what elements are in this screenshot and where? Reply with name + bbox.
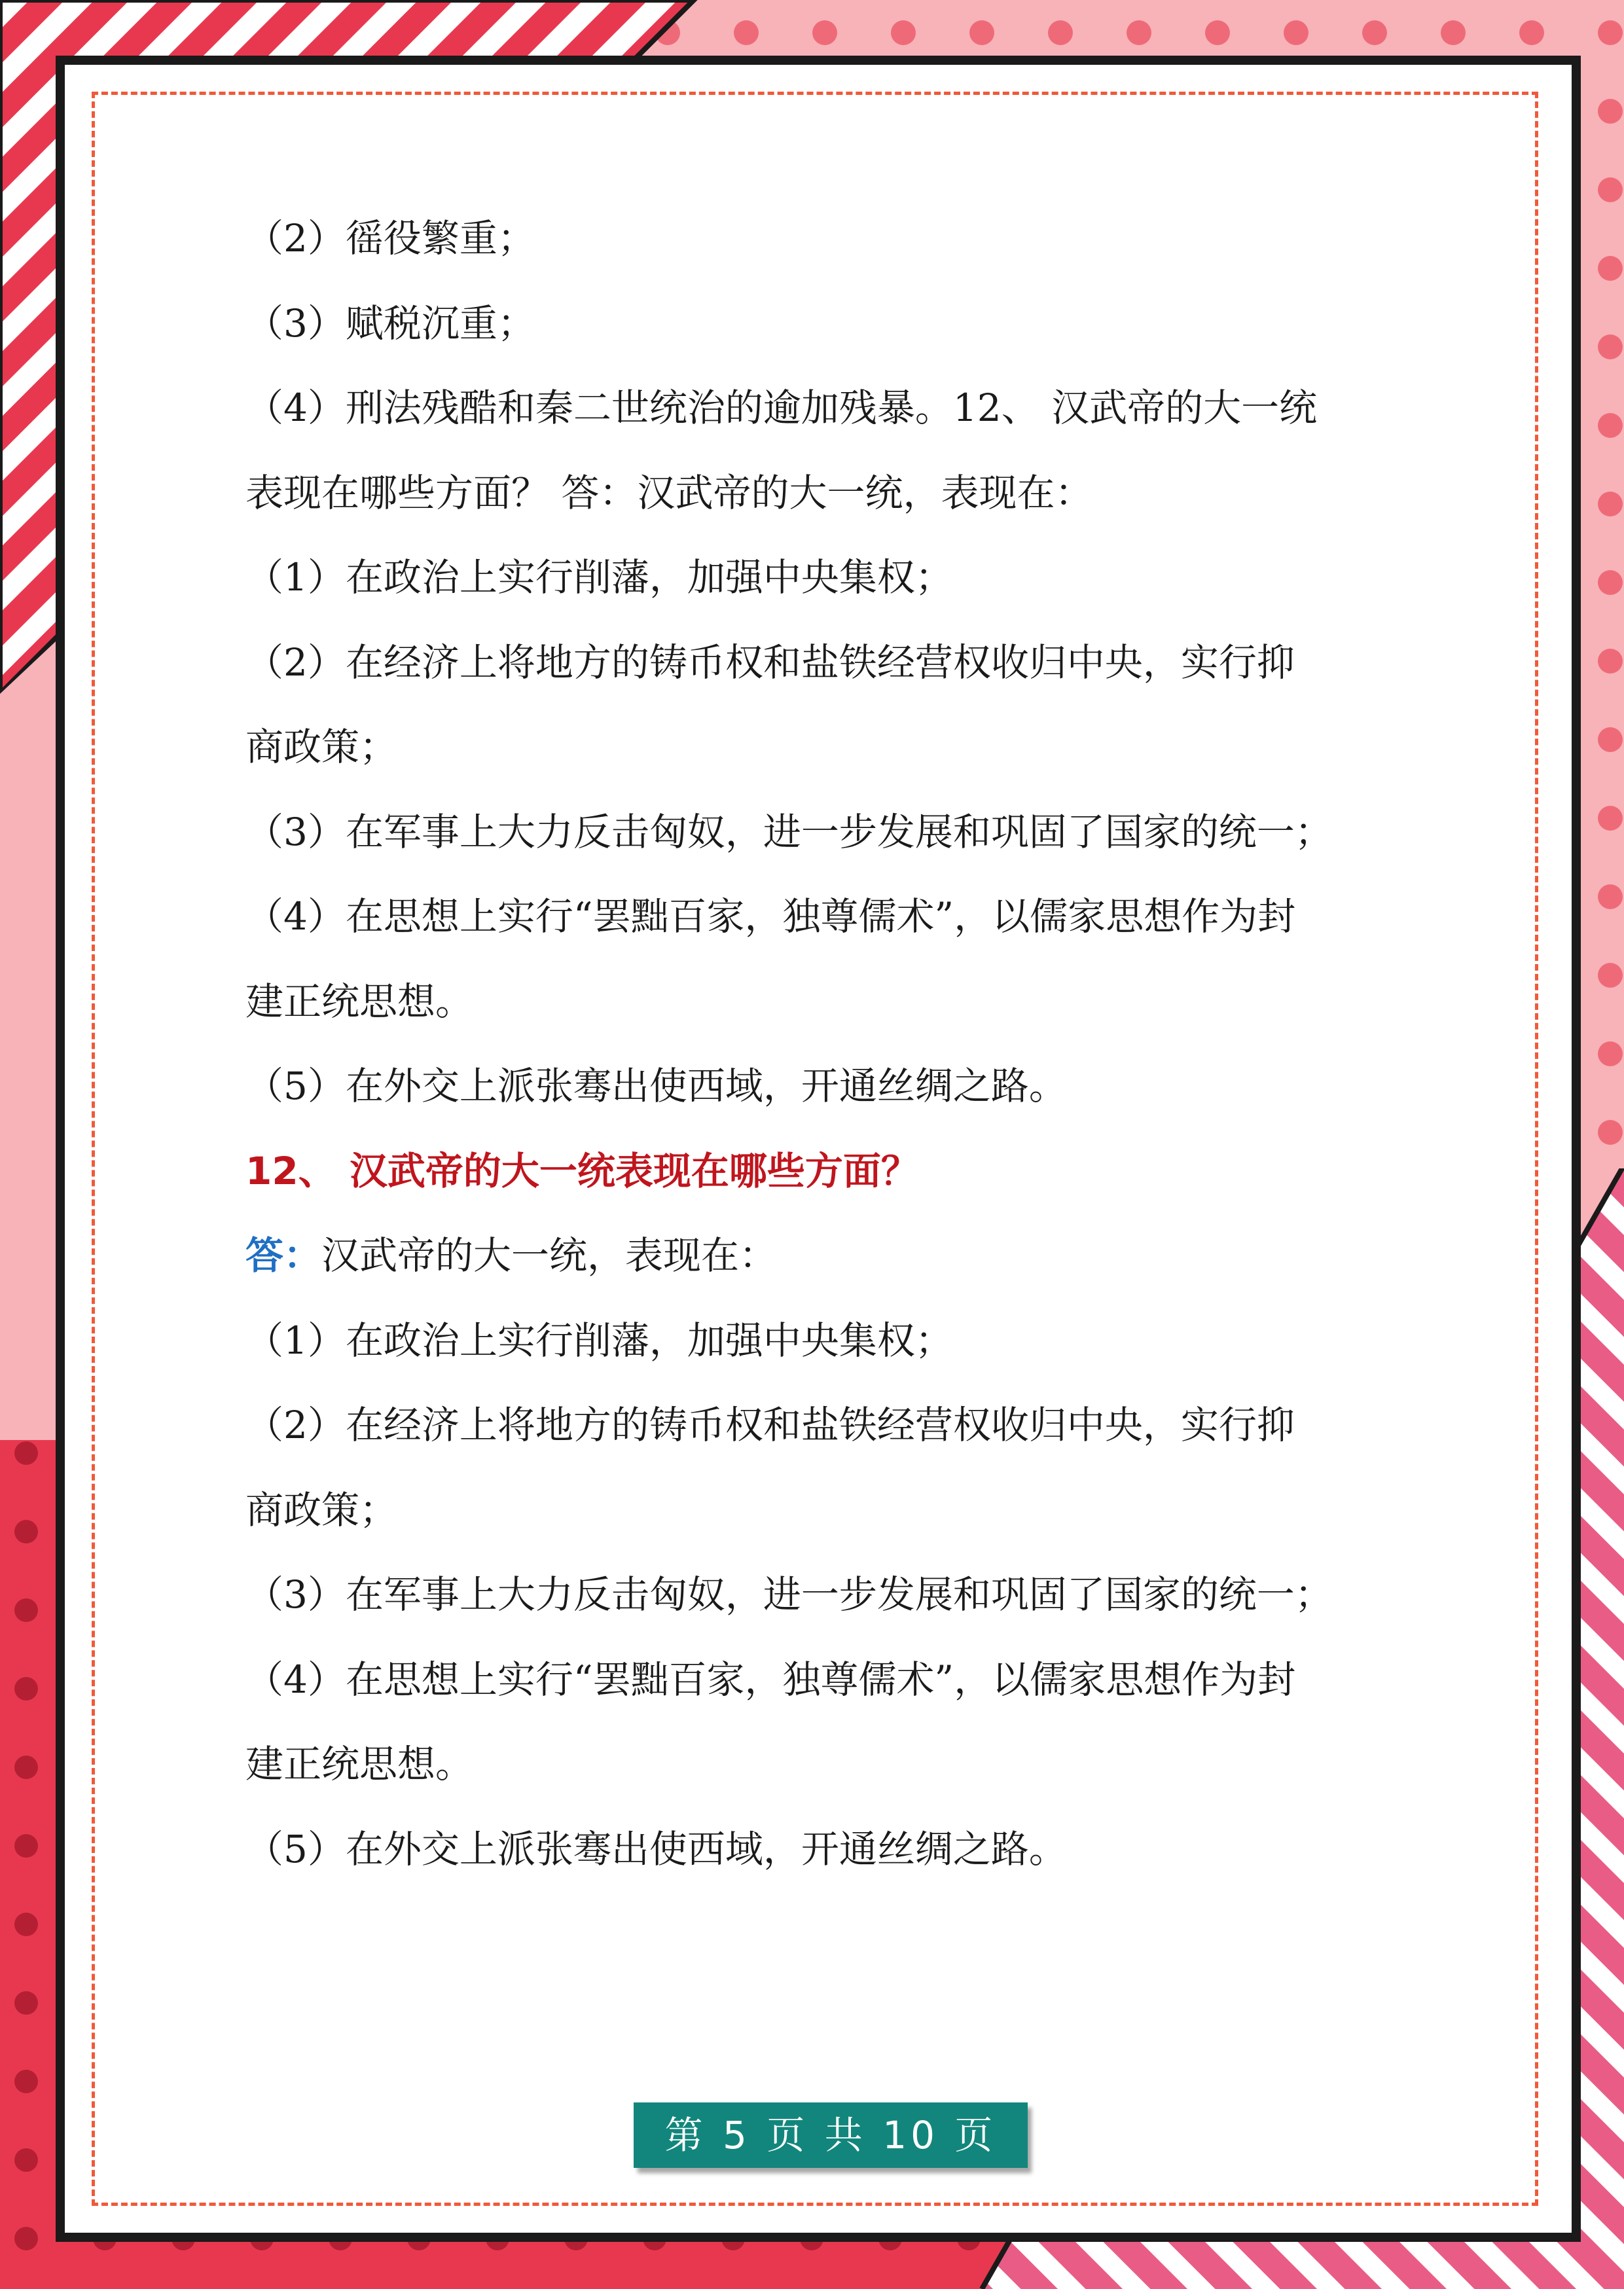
answer-line: 建正统思想。 bbox=[245, 1742, 474, 1786]
answer-intro-line bbox=[245, 1214, 1398, 1299]
text-line: 建正统思想。 bbox=[245, 979, 474, 1024]
text-line: 商政策； bbox=[245, 725, 398, 769]
text-line: （3）赋税沉重； bbox=[245, 300, 535, 346]
text-line: （4）刑法残酷和秦二世统治的逾加残暴。12、 汉武帝的大一统 bbox=[245, 386, 1318, 430]
answer-label: 答： bbox=[245, 1233, 322, 1278]
text-line: 表现在哪些方面？ 答：汉武帝的大一统，表现在： bbox=[245, 470, 1093, 515]
text-line: （2）在经济上将地方的铸币权和盐铁经营权收归中央，实行抑 bbox=[245, 640, 1295, 685]
answer-line: （3）在军事上大力反击匈奴，进一步发展和巩固了国家的统一； bbox=[245, 1572, 1333, 1617]
text-line: （2）徭役繁重； bbox=[245, 216, 535, 261]
text-line: （1）在政治上实行削藩，加强中央集权； bbox=[245, 555, 953, 600]
text-line: （4）在思想上实行“罢黜百家，独尊儒术”，以儒家思想作为封 bbox=[245, 894, 1296, 939]
document-body bbox=[245, 196, 1398, 1892]
answer-line: （5）在外交上派张骞出使西域，开通丝绸之路。 bbox=[245, 1826, 1067, 1871]
question-heading: 12、 汉武帝的大一统表现在哪些方面？ bbox=[245, 1148, 919, 1193]
text-line: （3）在军事上大力反击匈奴，进一步发展和巩固了国家的统一； bbox=[245, 809, 1333, 854]
text-line: （5）在外交上派张骞出使西域，开通丝绸之路。 bbox=[245, 1064, 1067, 1108]
answer-line: 商政策； bbox=[245, 1487, 398, 1532]
answer-line: （2）在经济上将地方的铸币权和盐铁经营权收归中央，实行抑 bbox=[245, 1403, 1295, 1447]
answer-line: （1）在政治上实行削藩，加强中央集权； bbox=[245, 1318, 953, 1363]
page-number-badge: 第 5 页 共 10 页 bbox=[634, 2102, 1028, 2168]
answer-intro: 汉武帝的大一统，表现在： bbox=[321, 1233, 778, 1278]
answer-line: （4）在思想上实行“罢黜百家，独尊儒术”，以儒家思想作为封 bbox=[245, 1657, 1296, 1702]
